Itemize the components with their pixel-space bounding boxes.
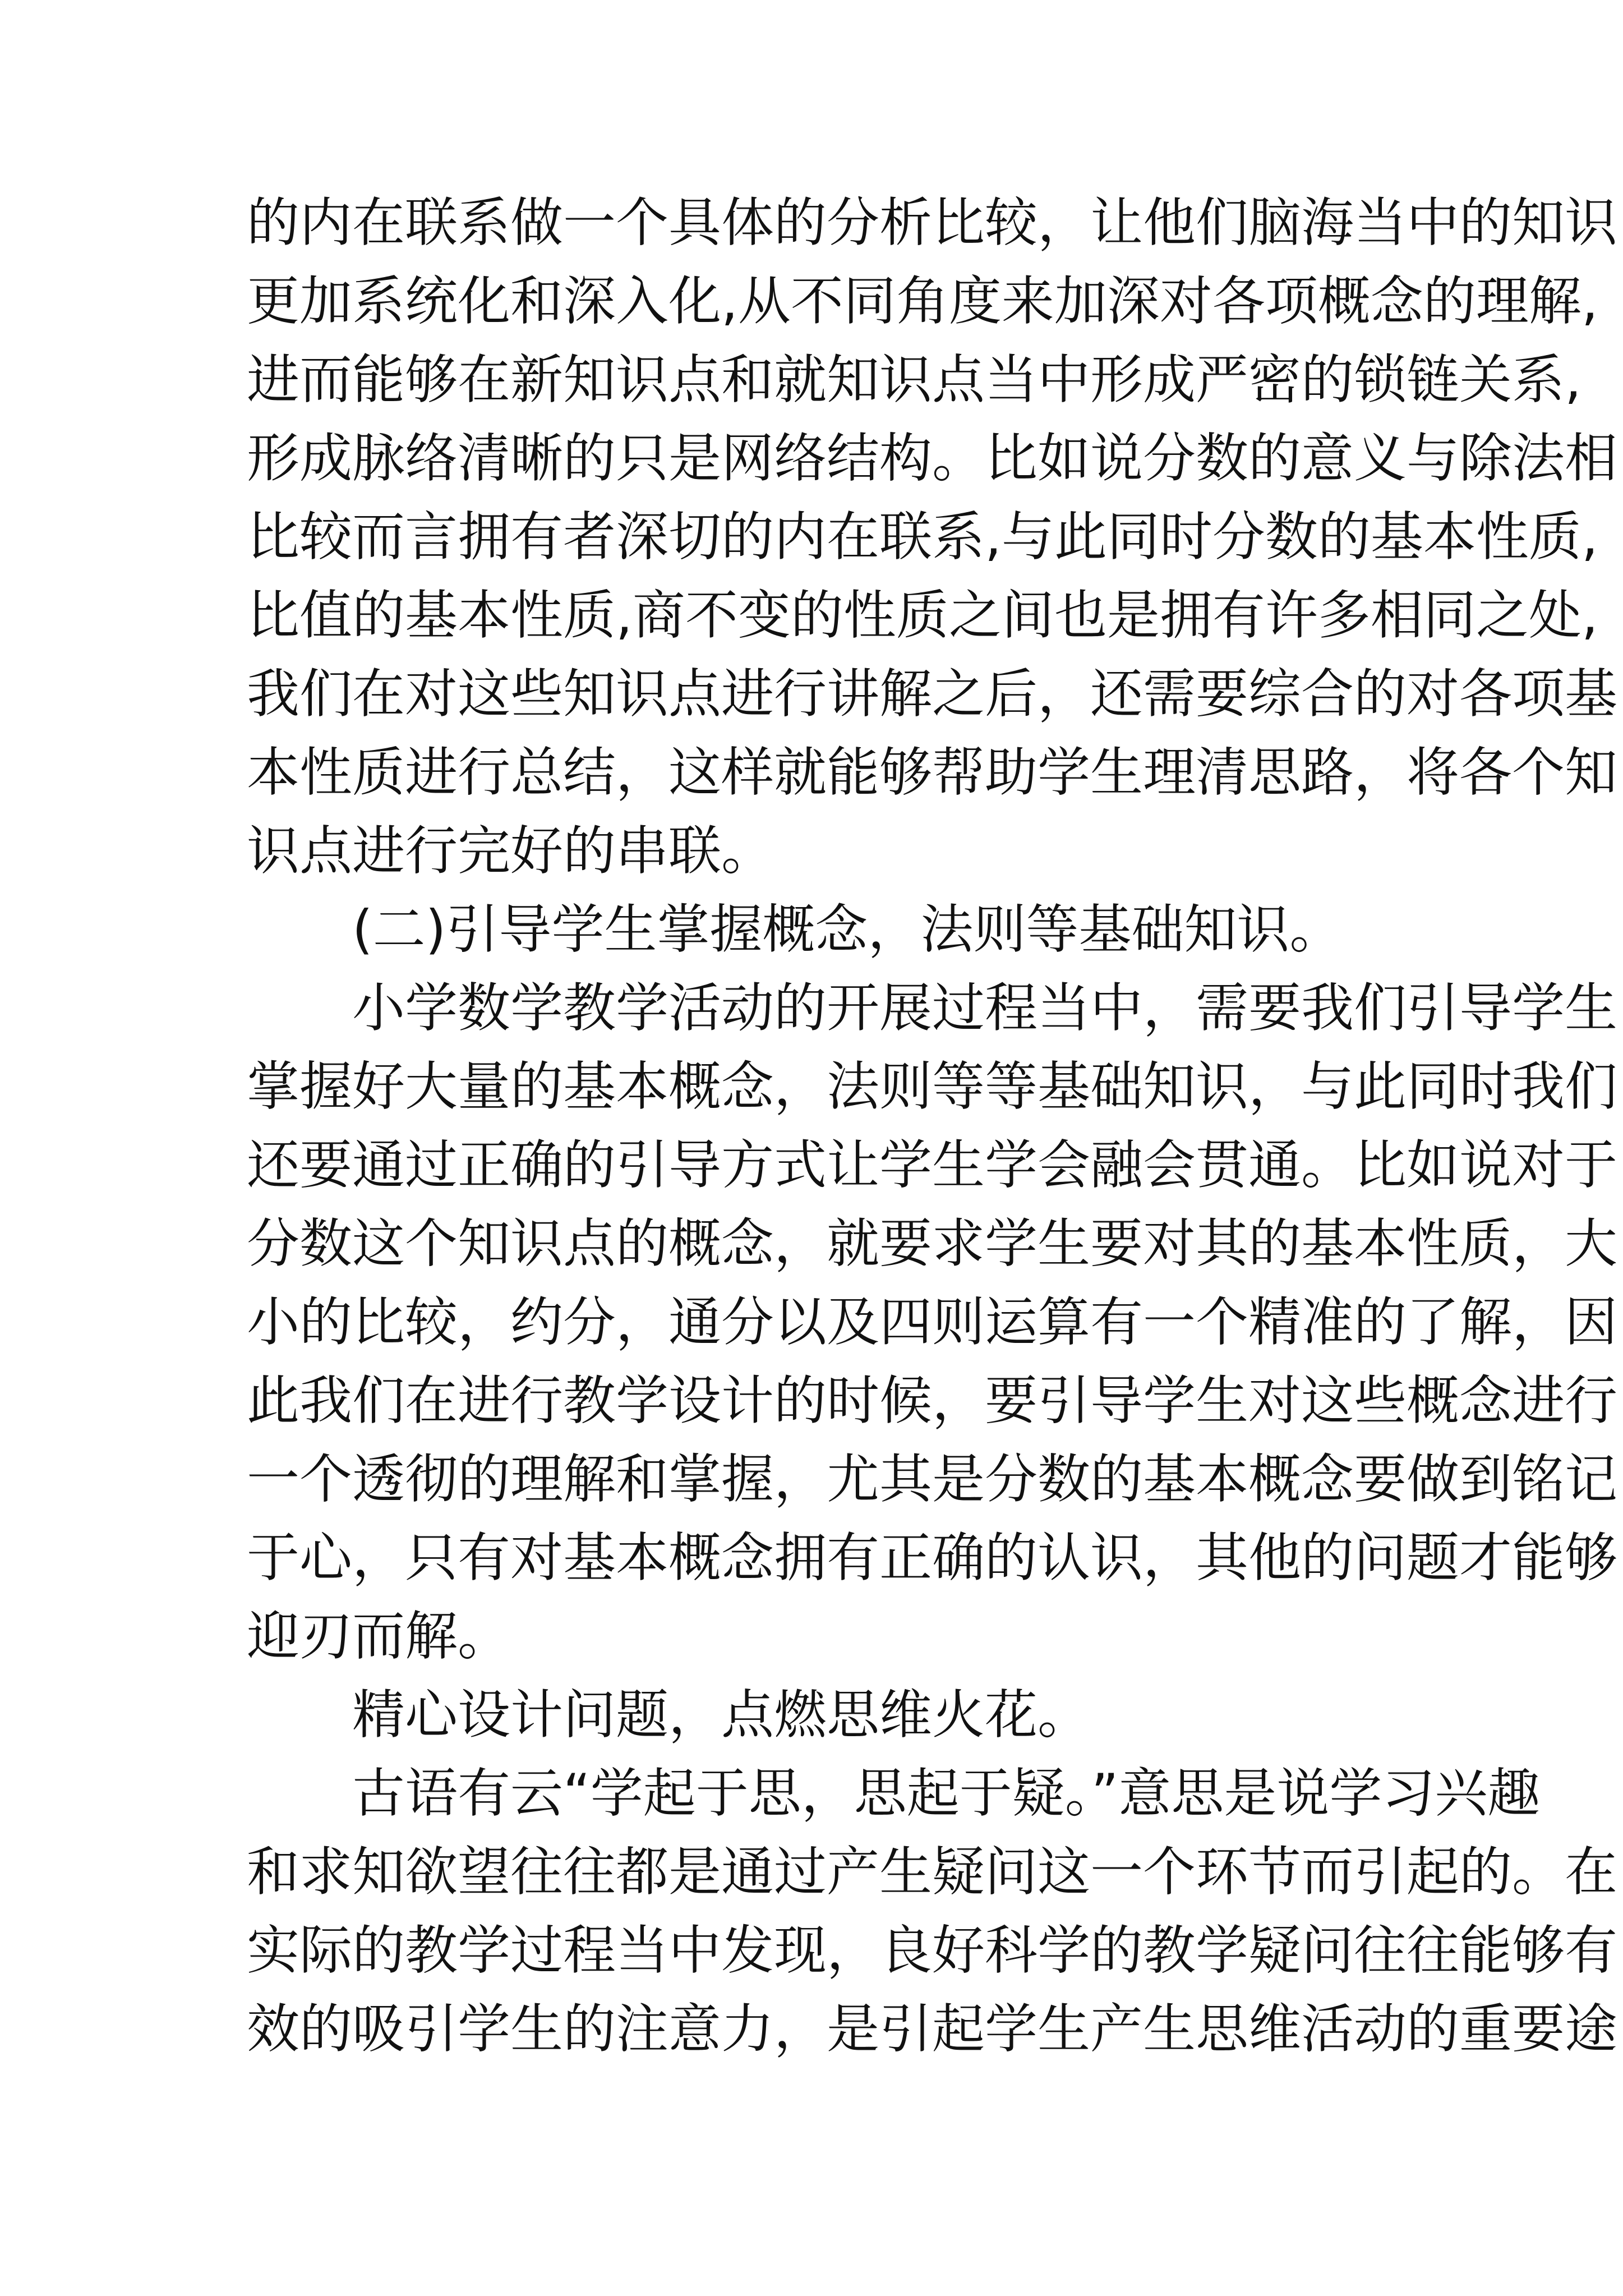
body-text: [247, 184, 1618, 2069]
section-heading: (二)引导学生掌握概念，法则等基础知识。: [352, 899, 1343, 960]
text-line: 比较而言拥有者深切的内在联系,与此同时分数的基本性质,: [247, 507, 1598, 568]
text-line: 此我们在进行教学设计的时候，要引导学生对这些概念进行: [247, 1370, 1618, 1432]
text-line: 形成脉络清晰的只是网络结构。比如说分数的意义与除法相: [247, 428, 1618, 489]
section-heading: 精心设计问题，点燃思维火花。: [352, 1685, 1091, 1746]
text-line: 实际的教学过程当中发现，良好科学的教学疑问往往能够有: [247, 1920, 1618, 1981]
paragraph-first-line: 古语有云“学起于思，思起于疑。”意思是说学习兴趣: [352, 1763, 1541, 1824]
text-line: 的内在联系做一个具体的分析比较，让他们脑海当中的知识: [247, 192, 1618, 254]
text-line: 迎刃而解。: [247, 1606, 511, 1667]
text-line: 效的吸引学生的注意力，是引起学生产生思维活动的重要途: [247, 1999, 1618, 2060]
text-line: 识点进行完好的串联。: [247, 821, 774, 882]
text-line: 掌握好大量的基本概念，法则等等基础知识，与此同时我们: [247, 1056, 1618, 1117]
text-line: 于心，只有对基本概念拥有正确的认识，其他的问题才能够: [247, 1527, 1618, 1589]
text-line: 一个透彻的理解和掌握，尤其是分数的基本概念要做到铭记: [247, 1449, 1618, 1510]
paragraph-first-line: 小学数学教学活动的开展过程当中，需要我们引导学生: [352, 978, 1618, 1039]
text-line: 和求知欲望往往都是通过产生疑问这一个环节而引起的。在: [247, 1842, 1618, 1903]
text-line: 分数这个知识点的概念，就要求学生要对其的基本性质，大: [247, 1213, 1618, 1274]
text-line: 我们在对这些知识点进行讲解之后，还需要综合的对各项基: [247, 664, 1618, 725]
text-line: 进而能够在新知识点和就知识点当中形成严密的锁链关系,: [247, 349, 1581, 411]
text-line: 小的比较，约分，通分以及四则运算有一个精准的了解，因: [247, 1292, 1618, 1353]
text-line: 本性质进行总结，这样就能够帮助学生理清思路，将各个知: [247, 742, 1618, 803]
text-line: 更加系统化和深入化,从不同角度来加深对各项概念的理解,: [247, 271, 1598, 332]
text-line: 还要通过正确的引导方式让学生学会融会贯通。比如说对于: [247, 1135, 1618, 1196]
text-line: 比值的基本性质,商不变的性质之间也是拥有许多相同之处,: [247, 585, 1598, 646]
